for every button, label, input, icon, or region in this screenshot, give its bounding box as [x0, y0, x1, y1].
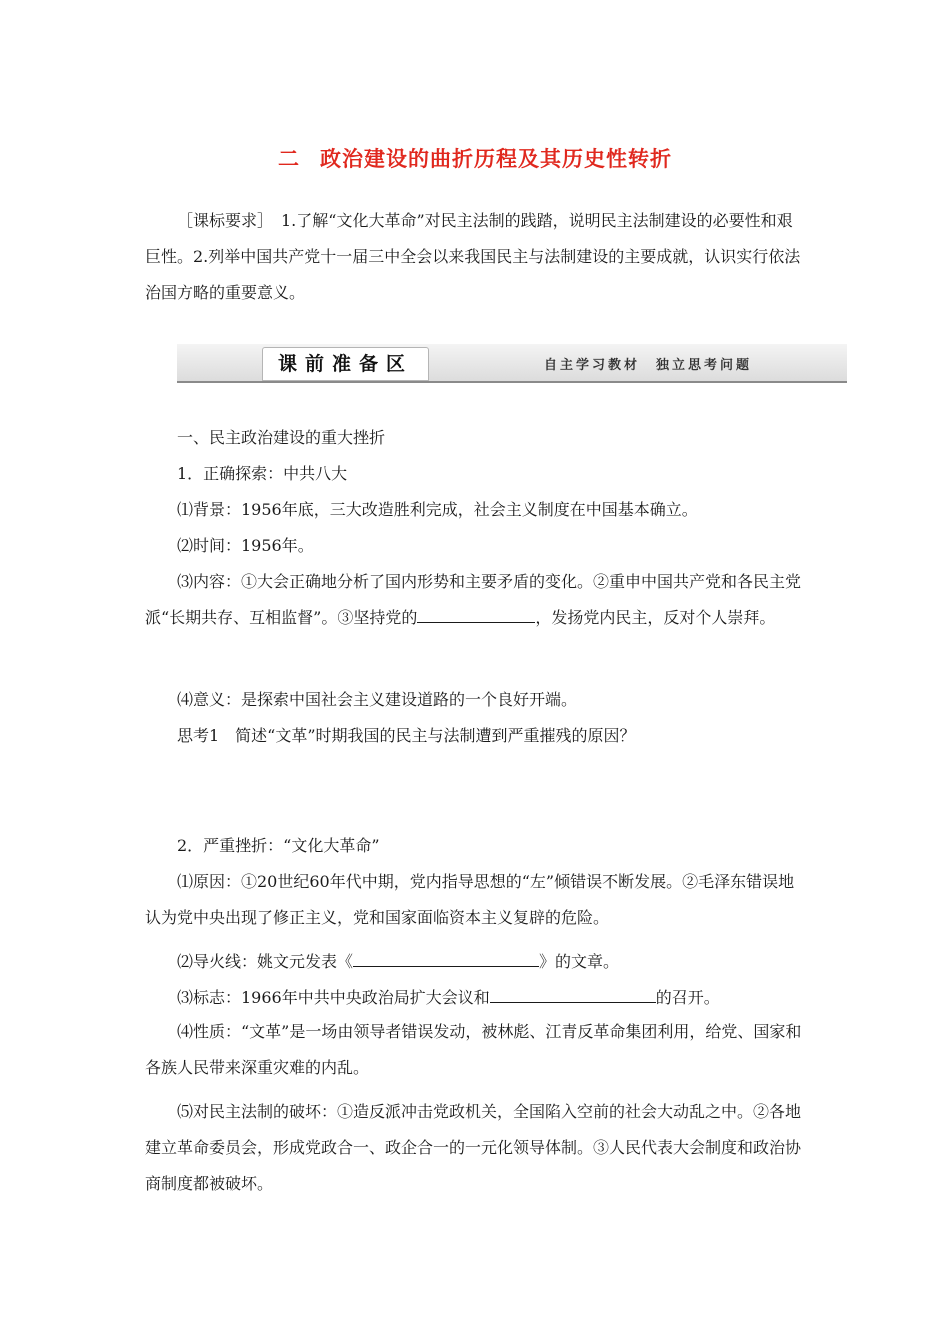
item2-cause: ⑴原因：①20世纪60年代中期，党内指导思想的“左”倾错误不断发展。②毛泽东错误地认为党中央出现了修正主义，党和国家面临资本主义复辟的危险。 — [145, 872, 795, 927]
title-number: 二 — [278, 146, 300, 171]
think-question-1: 思考1 简述“文革”时期我国的民主与法制遭到严重摧残的原因？ — [177, 726, 636, 745]
banner-slogan: 自主学习教材 独立思考问题 — [543, 358, 752, 373]
fill-blank-1[interactable] — [417, 606, 535, 623]
item2-mark — [177, 986, 817, 1008]
banner-tab-label: 课前准备区 — [262, 347, 429, 381]
section-heading: 一、民主政治建设的重大挫折 — [177, 428, 386, 447]
fuse-text-before: ⑵导火线：姚文元发表《 — [177, 952, 354, 971]
item1-significance: ⑷意义：是探索中国社会主义建设道路的一个良好开端。 — [177, 690, 578, 709]
fill-blank-2[interactable] — [353, 950, 539, 967]
content-text-after: ，发扬党内民主，反对个人崇拜。 — [535, 608, 776, 627]
title-text: 政治建设的曲折历程及其历史性转折 — [320, 146, 672, 171]
item2-nature: ⑷性质：“文革”是一场由领导者错误发动，被林彪、江青反革命集团利用，给党、国家和各族人民带来深重灾难的内乱。 — [145, 1022, 802, 1077]
item2-fuse — [177, 950, 817, 972]
content-text-before: ⑶内容：①大会正确地分析了国内形势和主要矛盾的变化。②重申中国共产党和各民主党派“长期共存、互相监督”。③坚持党的 — [145, 572, 802, 627]
item2-title: 2．严重挫折：“文化大革命” — [177, 836, 380, 855]
page-title — [0, 143, 950, 173]
item1-title: 1．正确探索：中共八大 — [177, 464, 348, 483]
curriculum-requirements: ［课标要求］ 1.了解“文化大革命”对民主法制的践踏，说明民主法制建设的必要性和艰巨性。2.列举中国共产党十一届三中全会以来我国民主与法制建设的主要成就，认识实行依法治国方略的重要意义。 — [145, 211, 801, 302]
item1-time: ⑵时间：1956年。 — [177, 536, 314, 555]
section-banner — [177, 344, 847, 383]
mark-text-before: ⑶标志：1966年中共中央政治局扩大会议和 — [177, 988, 490, 1007]
fuse-text-after: 》的文章。 — [539, 952, 620, 971]
item2-damage: ⑸对民主法制的破坏：①造反派冲击党政机关，全国陷入空前的社会大动乱之中。②各地建立革命委员会，形成党政合一、政企合一的一元化领导体制。③人民代表大会制度和政治协商制度都被破坏。 — [145, 1102, 802, 1193]
mark-text-after: 的召开。 — [655, 988, 720, 1007]
item1-content — [145, 564, 805, 636]
item1-background: ⑴背景：1956年底，三大改造胜利完成，社会主义制度在中国基本确立。 — [177, 500, 698, 519]
fill-blank-3[interactable] — [490, 986, 656, 1003]
